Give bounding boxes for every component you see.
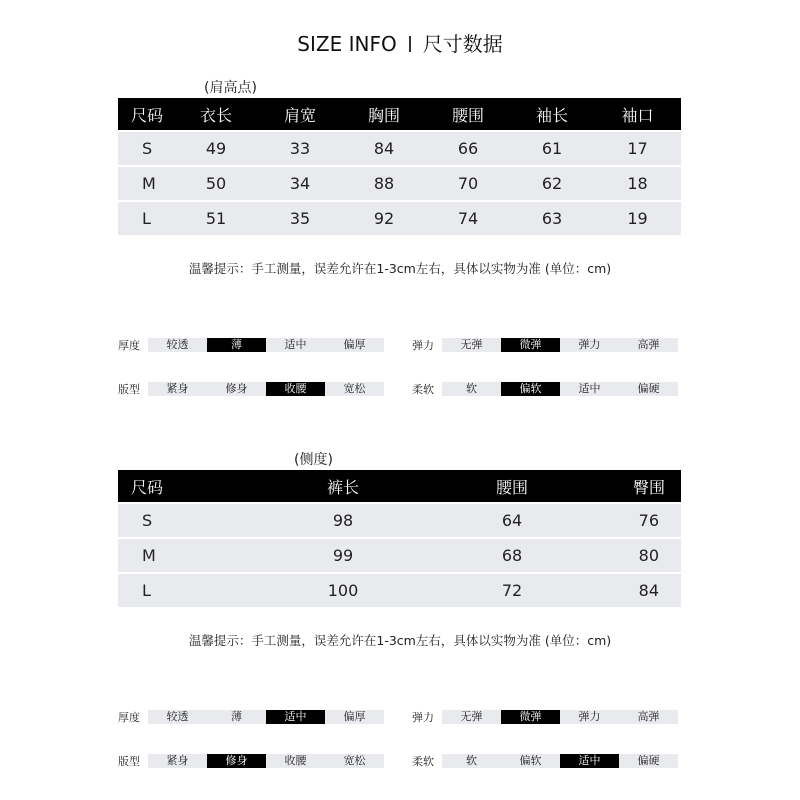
table-cell: 84 bbox=[596, 572, 681, 607]
title-english: SIZE INFO bbox=[297, 32, 397, 56]
table-cell: 62 bbox=[510, 165, 594, 200]
attr-thickness-top bbox=[118, 338, 384, 352]
option-chip: 弹力 bbox=[560, 338, 619, 352]
table-row bbox=[118, 200, 681, 235]
table-cell: 76 bbox=[596, 502, 681, 537]
header-chest: 胸围 bbox=[342, 98, 426, 130]
attr-label: 柔软 bbox=[412, 383, 434, 396]
table-cell: 70 bbox=[426, 165, 510, 200]
table-cell: L bbox=[118, 572, 258, 607]
header-sleeve: 袖长 bbox=[510, 98, 594, 130]
option-chip: 修身 bbox=[207, 382, 266, 396]
attr-label: 厚度 bbox=[118, 711, 140, 724]
option-chip: 宽松 bbox=[325, 382, 384, 396]
table1-note: (肩高点) bbox=[204, 80, 257, 96]
header-waist: 腰围 bbox=[428, 470, 596, 502]
attr-thickness-bottom bbox=[118, 710, 384, 724]
size-table-top bbox=[118, 98, 681, 235]
table-cell: 51 bbox=[174, 200, 258, 235]
page-title bbox=[0, 28, 800, 57]
attr-softness-bottom bbox=[412, 754, 678, 768]
option-chip: 收腰 bbox=[266, 754, 325, 768]
table-cell: 63 bbox=[510, 200, 594, 235]
attr-elasticity-bottom bbox=[412, 710, 678, 724]
table-row bbox=[118, 572, 681, 607]
attr-label: 弹力 bbox=[412, 711, 434, 724]
table-cell: 80 bbox=[596, 537, 681, 572]
option-chip: 软 bbox=[442, 382, 501, 396]
option-chip: 软 bbox=[442, 754, 501, 768]
table-cell: 64 bbox=[428, 502, 596, 537]
table-cell: 66 bbox=[426, 130, 510, 165]
table-cell: S bbox=[118, 502, 258, 537]
table-cell: 34 bbox=[258, 165, 342, 200]
table-cell: M bbox=[118, 165, 174, 200]
table2-note: (侧度) bbox=[294, 452, 333, 468]
header-hip: 臀围 bbox=[596, 470, 681, 502]
option-chip: 偏厚 bbox=[325, 710, 384, 724]
attr-label: 版型 bbox=[118, 383, 140, 396]
attr-fit-bottom bbox=[118, 754, 384, 768]
table-cell: 19 bbox=[594, 200, 681, 235]
table-row bbox=[118, 130, 681, 165]
table-cell: M bbox=[118, 537, 258, 572]
option-chip: 偏硬 bbox=[619, 382, 678, 396]
option-chip: 适中 bbox=[266, 338, 325, 352]
table-header-row bbox=[118, 98, 681, 130]
header-pants-length: 裤长 bbox=[258, 470, 428, 502]
title-divider bbox=[409, 36, 411, 52]
table-cell: 61 bbox=[510, 130, 594, 165]
table-cell: 68 bbox=[428, 537, 596, 572]
option-chip-selected: 微弹 bbox=[501, 710, 560, 724]
attr-label: 版型 bbox=[118, 755, 140, 768]
table-row bbox=[118, 502, 681, 537]
option-chip: 适中 bbox=[560, 382, 619, 396]
option-chip: 偏厚 bbox=[325, 338, 384, 352]
table-cell: L bbox=[118, 200, 174, 235]
table-row bbox=[118, 537, 681, 572]
attr-softness-top bbox=[412, 382, 678, 396]
measurement-tip-top: 温馨提示：手工测量，误差允许在1-3cm左右，具体以实物为准 (单位：cm) bbox=[188, 261, 612, 276]
option-chip-selected: 修身 bbox=[207, 754, 266, 768]
table-row bbox=[118, 165, 681, 200]
option-chip-selected: 偏软 bbox=[501, 382, 560, 396]
option-chip-selected: 适中 bbox=[266, 710, 325, 724]
table-cell: 74 bbox=[426, 200, 510, 235]
attr-label: 弹力 bbox=[412, 339, 434, 352]
option-chip: 宽松 bbox=[325, 754, 384, 768]
table-cell: 35 bbox=[258, 200, 342, 235]
option-chip-selected: 微弹 bbox=[501, 338, 560, 352]
option-chip: 薄 bbox=[207, 710, 266, 724]
attr-label: 厚度 bbox=[118, 339, 140, 352]
table-cell: 49 bbox=[174, 130, 258, 165]
option-chip: 无弹 bbox=[442, 710, 501, 724]
header-cuff: 袖口 bbox=[594, 98, 681, 130]
table-cell: 18 bbox=[594, 165, 681, 200]
table-cell: 99 bbox=[258, 537, 428, 572]
option-chip-selected: 适中 bbox=[560, 754, 619, 768]
header-length: 衣长 bbox=[174, 98, 258, 130]
table-cell: S bbox=[118, 130, 174, 165]
title-chinese: 尺寸数据 bbox=[422, 32, 503, 56]
header-waist: 腰围 bbox=[426, 98, 510, 130]
option-chip: 偏软 bbox=[501, 754, 560, 768]
size-table-bottom bbox=[118, 470, 681, 607]
option-chip: 无弹 bbox=[442, 338, 501, 352]
table-cell: 98 bbox=[258, 502, 428, 537]
option-chip: 紧身 bbox=[148, 754, 207, 768]
option-chip: 弹力 bbox=[560, 710, 619, 724]
table-header-row bbox=[118, 470, 681, 502]
option-chip: 高弹 bbox=[619, 338, 678, 352]
option-chip: 较透 bbox=[148, 710, 207, 724]
option-chip: 较透 bbox=[148, 338, 207, 352]
table-cell: 50 bbox=[174, 165, 258, 200]
option-chip: 紧身 bbox=[148, 382, 207, 396]
option-chip: 高弹 bbox=[619, 710, 678, 724]
header-shoulder: 肩宽 bbox=[258, 98, 342, 130]
measurement-tip-bottom: 温馨提示：手工测量，误差允许在1-3cm左右，具体以实物为准 (单位：cm) bbox=[188, 633, 612, 648]
option-chip-selected: 收腰 bbox=[266, 382, 325, 396]
table-cell: 72 bbox=[428, 572, 596, 607]
table-cell: 84 bbox=[342, 130, 426, 165]
table-cell: 33 bbox=[258, 130, 342, 165]
option-chip-selected: 薄 bbox=[207, 338, 266, 352]
header-size: 尺码 bbox=[118, 98, 174, 130]
header-size: 尺码 bbox=[118, 470, 258, 502]
attr-elasticity-top bbox=[412, 338, 678, 352]
table-cell: 88 bbox=[342, 165, 426, 200]
table-cell: 92 bbox=[342, 200, 426, 235]
option-chip: 偏硬 bbox=[619, 754, 678, 768]
table-cell: 17 bbox=[594, 130, 681, 165]
attr-fit-top bbox=[118, 382, 384, 396]
table-cell: 100 bbox=[258, 572, 428, 607]
attr-label: 柔软 bbox=[412, 755, 434, 768]
